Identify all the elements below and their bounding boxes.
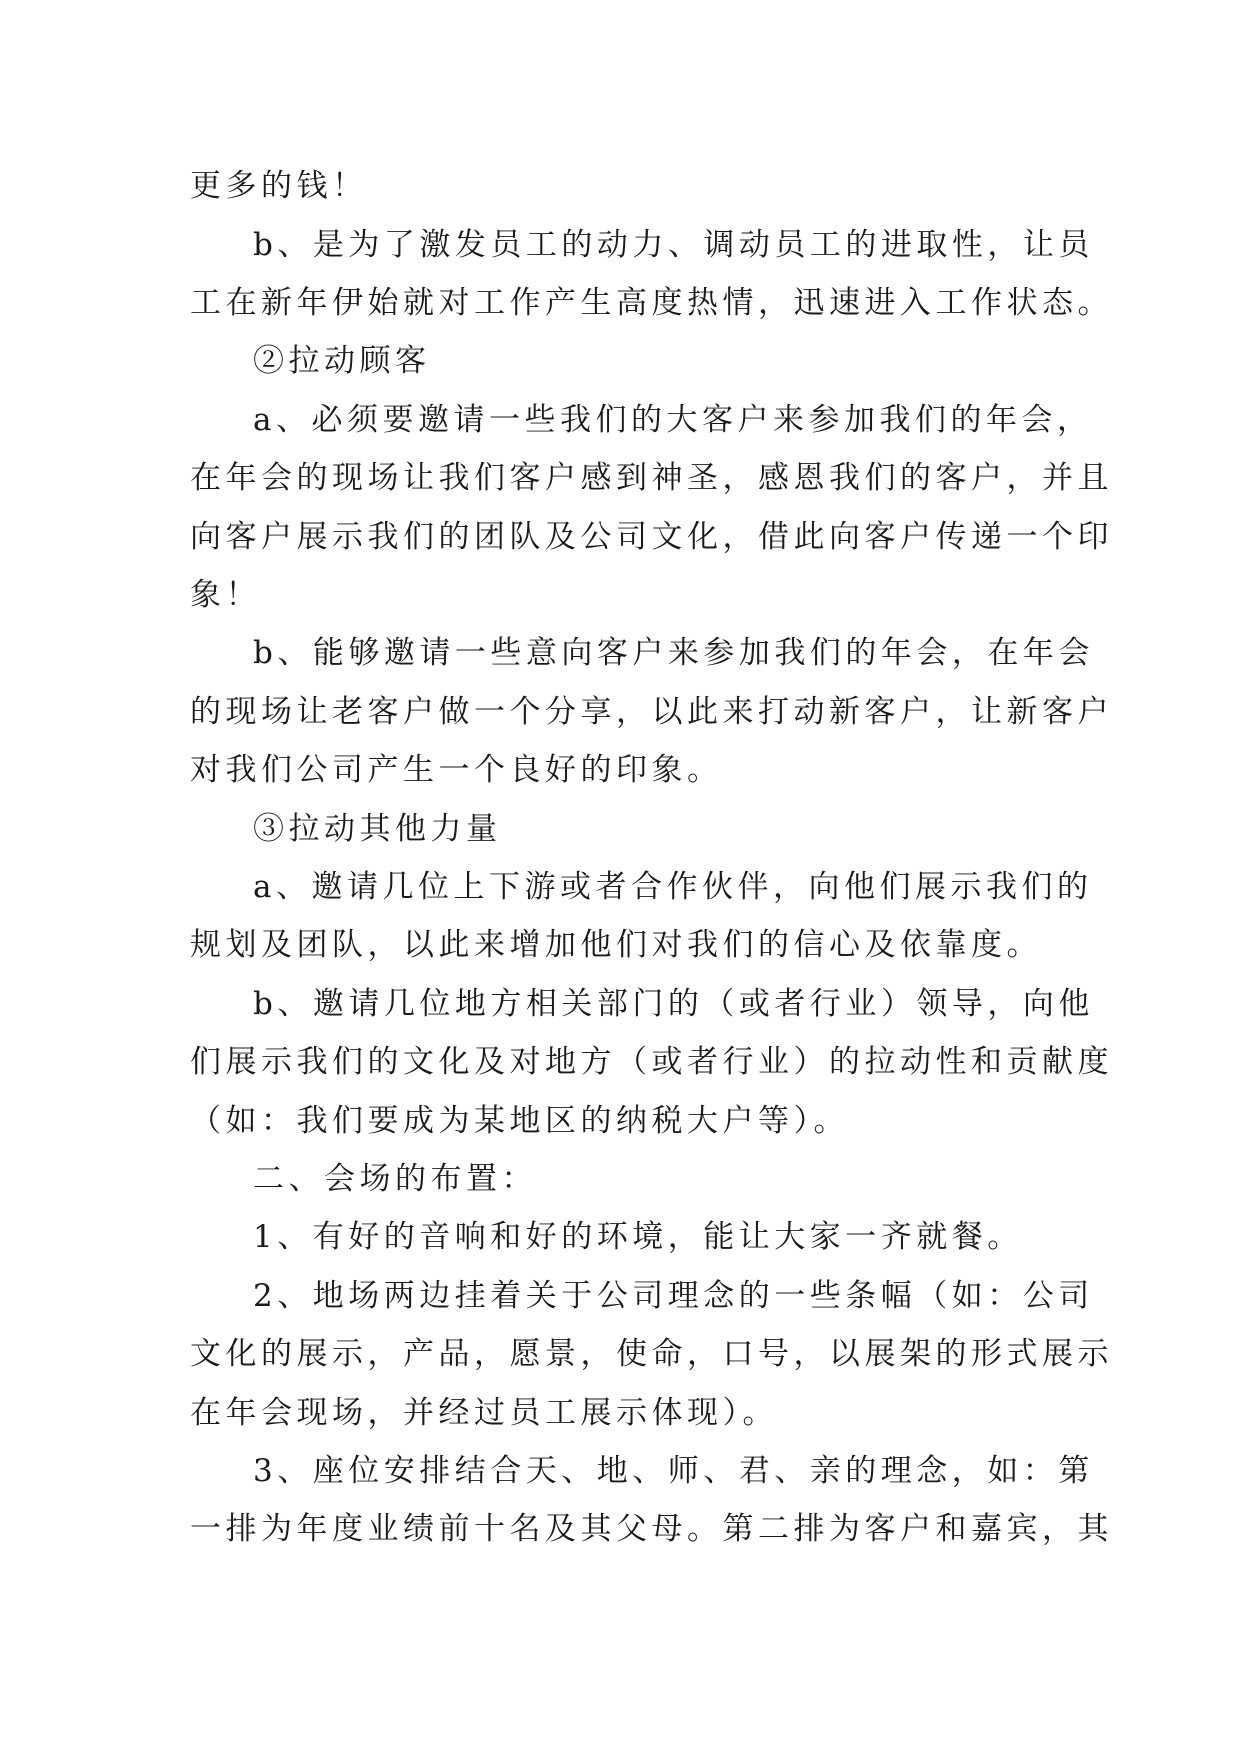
section-heading: ②拉动顾客 [253, 343, 431, 379]
section-heading: 二、会场的布置： [253, 1161, 537, 1197]
section-heading: ③拉动其他力量 [253, 811, 502, 847]
text-line: 在年会的现场让我们客户感到神圣，感恩我们的客户，并且 [190, 460, 1113, 496]
text-line: b、邀请几位地方相关部门的（或者行业）领导，向他 [253, 986, 1094, 1022]
text-line: （如：我们要成为某地区的纳税大户等）。 [190, 1103, 849, 1139]
text-line: 工在新年伊始就对工作产生高度热情，迅速进入工作状态。 [190, 285, 1113, 321]
text-line: 更多的钱！ [190, 168, 368, 204]
text-line: b、能够邀请一些意向客户来参加我们的年会，在年会 [253, 635, 1094, 671]
text-line: a、必须要邀请一些我们的大客户来参加我们的年会， [253, 402, 1093, 438]
text-line: 的现场让老客户做一个分享，以此来打动新客户，让新客户 [190, 694, 1113, 730]
text-line: 们展示我们的文化及对地方（或者行业）的拉动性和贡献度 [190, 1044, 1113, 1080]
text-line: 1、有好的音响和好的环境，能让大家一齐就餐。 [253, 1219, 1023, 1255]
text-line: 规划及团队，以此来增加他们对我们的信心及依靠度。 [190, 927, 1042, 963]
text-line: a、邀请几位上下游或者合作伙伴，向他们展示我们的 [253, 869, 1093, 905]
text-line: 对我们公司产生一个良好的印象。 [190, 752, 723, 788]
text-line: 一排为年度业绩前十名及其父母。第二排为客户和嘉宾，其 [190, 1511, 1113, 1547]
text-line: 文化的展示，产品，愿景，使命，口号，以展架的形式展示 [190, 1336, 1113, 1372]
text-line: 在年会现场，并经过员工展示体现）。 [190, 1395, 778, 1431]
text-line: 2、地场两边挂着关于公司理念的一些条幅（如：公司 [253, 1278, 1094, 1314]
text-line: 向客户展示我们的团队及公司文化，借此向客户传递一个印 [190, 519, 1113, 555]
text-line: 3、座位安排结合天、地、师、君、亲的理念，如：第 [253, 1453, 1094, 1489]
text-line: 象！ [190, 577, 261, 613]
text-line: b、是为了激发员工的动力、调动员工的进取性，让员 [253, 227, 1094, 263]
